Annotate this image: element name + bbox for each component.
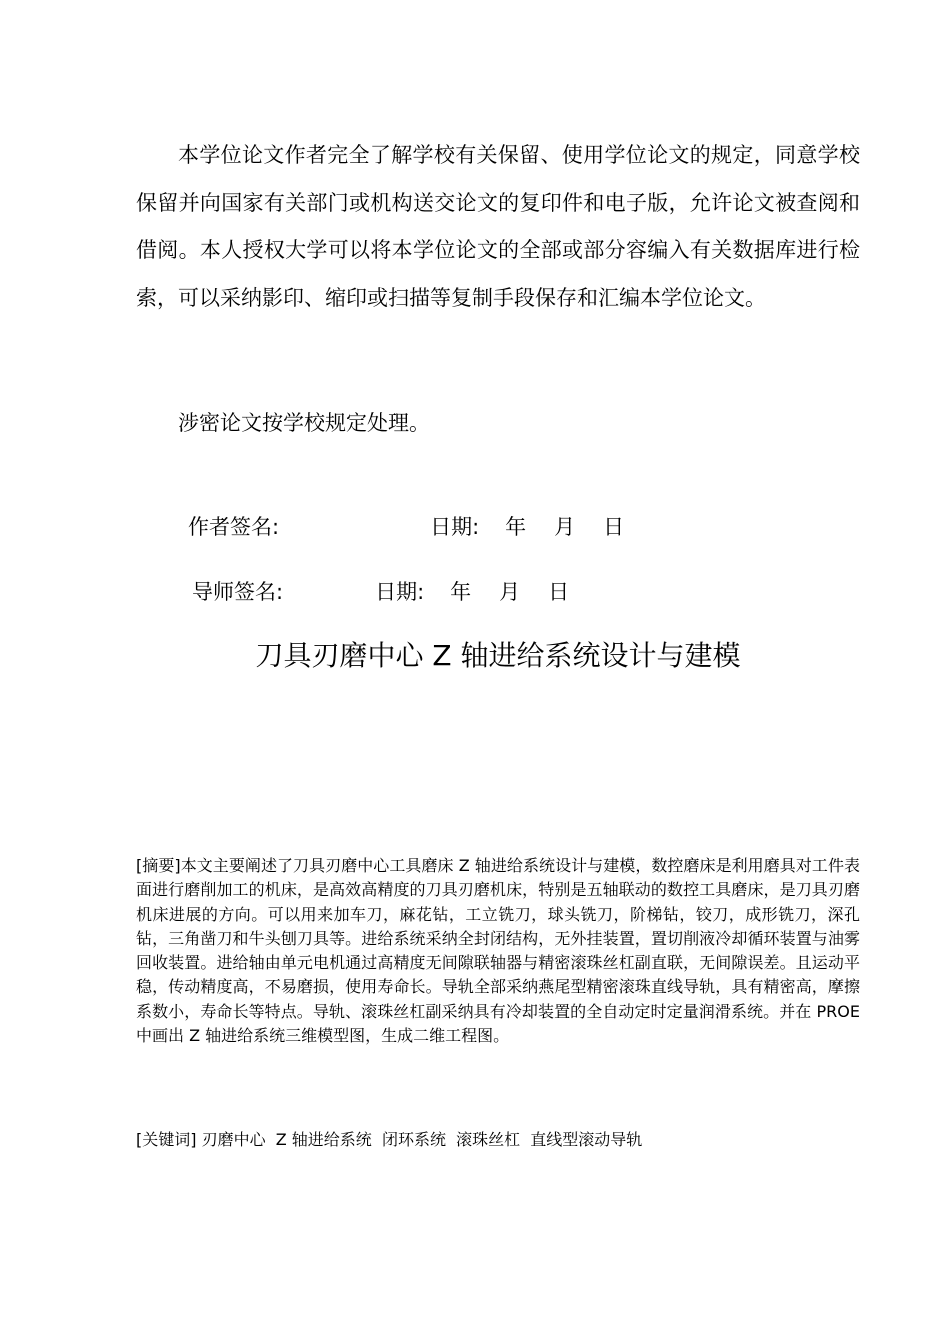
confidential-note: 涉密论文按学校规定处理。 [178, 411, 430, 435]
abstract-paragraph: [摘要]本文主要阐述了刀具刃磨中心工具磨床 Z 轴进给系统设计与建模，数控磨床是利用磨具对工件表面进行磨削加工的机床，是高效高精度的刀具刃磨机床，特别是五轴联动的数控工具磨床，是刀具刃磨机床进展的方向。可以用来加车刀，麻花钻，工立铣刀，球头铣刀，阶梯钻，铰刀，成形铣刀，深孔钻，三角凿刀和牛头刨刀具等。进给系统采纳全封闭结构，无外挂装置，置切削液冷却循环装置与油雾回收装置。进给轴由单元电机通过高精度无间隙联轴器与精密滚珠丝杠副直联，无间隙误差。且运动平稳，传动精度高，不易磨损，使用寿命长。导轨全部采纳燕尾型精密滚珠直线导轨，具有精密高，摩擦系数小，寿命长等特点。导轨、滚珠丝杠副采纳具有冷却装置的全自动定时定量润滑系统。并在 PROE 中画出 Z 轴进给系统三维模型图，生成二维工程图。 [136, 856, 860, 1046]
author-signature-row [188, 512, 624, 542]
authorization-statement: 本学位论文作者完全了解学校有关保留、使用学位论文的规定，同意学校保留并向国家有关部门或机构送交论文的复印件和电子版，允许论文被查阅和借阅。本人授权大学可以将本学位论文的全部或部分容编入有关数据库进行检索，可以采纳影印、缩印或扫描等复制手段保存和汇编本学位论文。 [136, 143, 860, 310]
author-date-day: 日 [603, 515, 625, 539]
author-date-month: 月 [554, 515, 576, 539]
author-date-year: 年 [505, 515, 527, 539]
author-signature-label: 作者签名: [188, 515, 280, 539]
supervisor-date-month: 月 [499, 580, 521, 604]
keywords-line: [关键词] 刃磨中心 Z 轴进给系统 闭环系统 滚珠丝杠 直线型滚动导轨 [136, 1130, 643, 1149]
supervisor-date-year: 年 [450, 580, 472, 604]
thesis-title: 刀具刃磨中心 Z 轴进给系统设计与建模 [255, 639, 741, 672]
supervisor-signature-row [192, 577, 569, 607]
author-date-label: 日期: [430, 515, 480, 539]
supervisor-date-day: 日 [548, 580, 570, 604]
supervisor-date-label: 日期: [375, 580, 425, 604]
supervisor-signature-label: 导师签名: [192, 580, 284, 604]
